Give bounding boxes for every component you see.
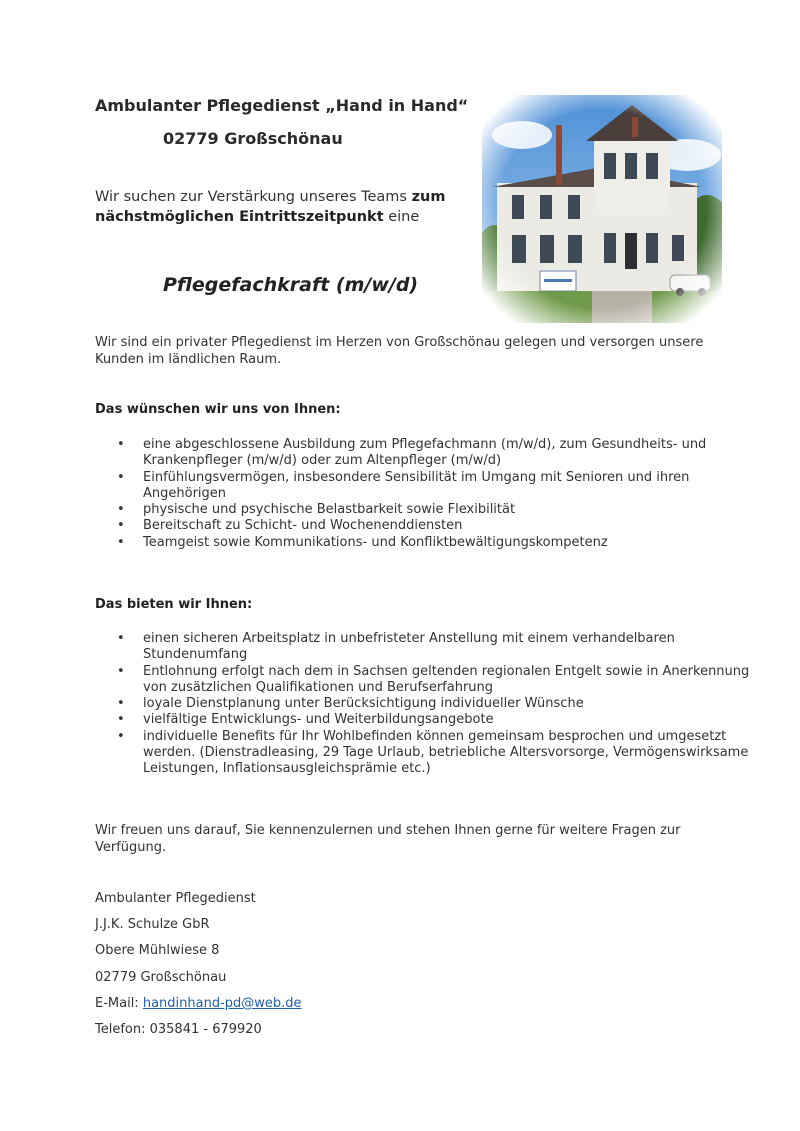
company-city: 02779 Großschönau	[163, 129, 343, 148]
list-item: • einen sicheren Arbeitsplatz in unbefristeter Anstellung mit einem verhandelbaren Stundenumfang	[143, 631, 763, 664]
contact-city: 02779 Großschönau	[95, 970, 227, 985]
intro-text-part-2: eine	[383, 209, 420, 225]
closing-text: Wir freuen uns darauf, Sie kennenzulernen und stehen Ihnen gerne für weitere Fragen zur Verfügung.	[95, 823, 681, 855]
intro-text-part-1: Wir suchen zur Verstärkung unseres Teams	[95, 189, 412, 205]
list-item: • Einfühlungsvermögen, insbesondere Sensibilität im Umgang mit Senioren und ihren Angehörigen	[143, 470, 763, 503]
list-item: • eine abgeschlossene Ausbildung zum Pflegefachmann (m/w/d), zum Gesundheits- und Krankenpfleger (m/w/d) oder zum Altenpfleger (m/w/d)	[143, 437, 763, 470]
list-item: • Entlohnung erfolgt nach dem in Sachsen geltenden regionalen Entgelt sowie in Anerkennung von zusätzlichen Qualifikationen und Berufserfahrung	[143, 664, 763, 697]
list-item: • physische und psychische Belastbarkeit sowie Flexibilität	[143, 502, 763, 518]
contact-company: Ambulanter Pflegedienst	[95, 891, 256, 906]
contact-phone: Telefon: 035841 - 679920	[95, 1022, 262, 1037]
list-item: • individuelle Benefits für Ihr Wohlbefinden können gemeinsam besprochen und umgesetzt werden. (Dienstradleasing, 29 Tage Urlaub, betriebliche Altersvorsorge, Vermögenswirksame Leistungen, Inflationsausgleichsprämie etc.)	[143, 729, 763, 778]
list-item: • vielfältige Entwicklungs- und Weiterbildungsangebote	[143, 712, 763, 728]
about-text: Wir sind ein privater Pflegedienst im Herzen von Großschönau gelegen und versorgen unsere Kunden im ländlichen Raum.	[95, 335, 704, 367]
email-link[interactable]: handinhand-pd@web.de	[142, 996, 302, 1011]
company-name: Ambulanter Pflegedienst „Hand in Hand“	[95, 96, 469, 115]
list-item: • Teamgeist sowie Kommunikations- und Konfliktbewältigungskompetenz	[143, 535, 763, 551]
job-title: Pflegefachkraft (m/w/d)	[163, 274, 419, 296]
intro-text	[95, 187, 475, 227]
contact-legal-name: J.J.K. Schulze GbR	[95, 917, 210, 932]
office-building-photo	[482, 95, 722, 323]
requirements-list	[95, 437, 763, 551]
list-item: • loyale Dienstplanung unter Berücksichtigung individueller Wünsche	[143, 696, 763, 712]
contact-street: Obere Mühlwiese 8	[95, 943, 220, 958]
email-label: E-Mail:	[95, 996, 143, 1011]
intro-text-bold: zum nächstmöglichen Eintrittszeitpunkt	[95, 189, 446, 225]
requirements-heading: Das wünschen wir uns von Ihnen:	[95, 402, 341, 417]
contact-email-line	[95, 996, 302, 1011]
benefits-heading: Das bieten wir Ihnen:	[95, 597, 253, 612]
list-item: • Bereitschaft zu Schicht- und Wochenenddiensten	[143, 518, 763, 534]
benefits-list	[95, 631, 763, 778]
